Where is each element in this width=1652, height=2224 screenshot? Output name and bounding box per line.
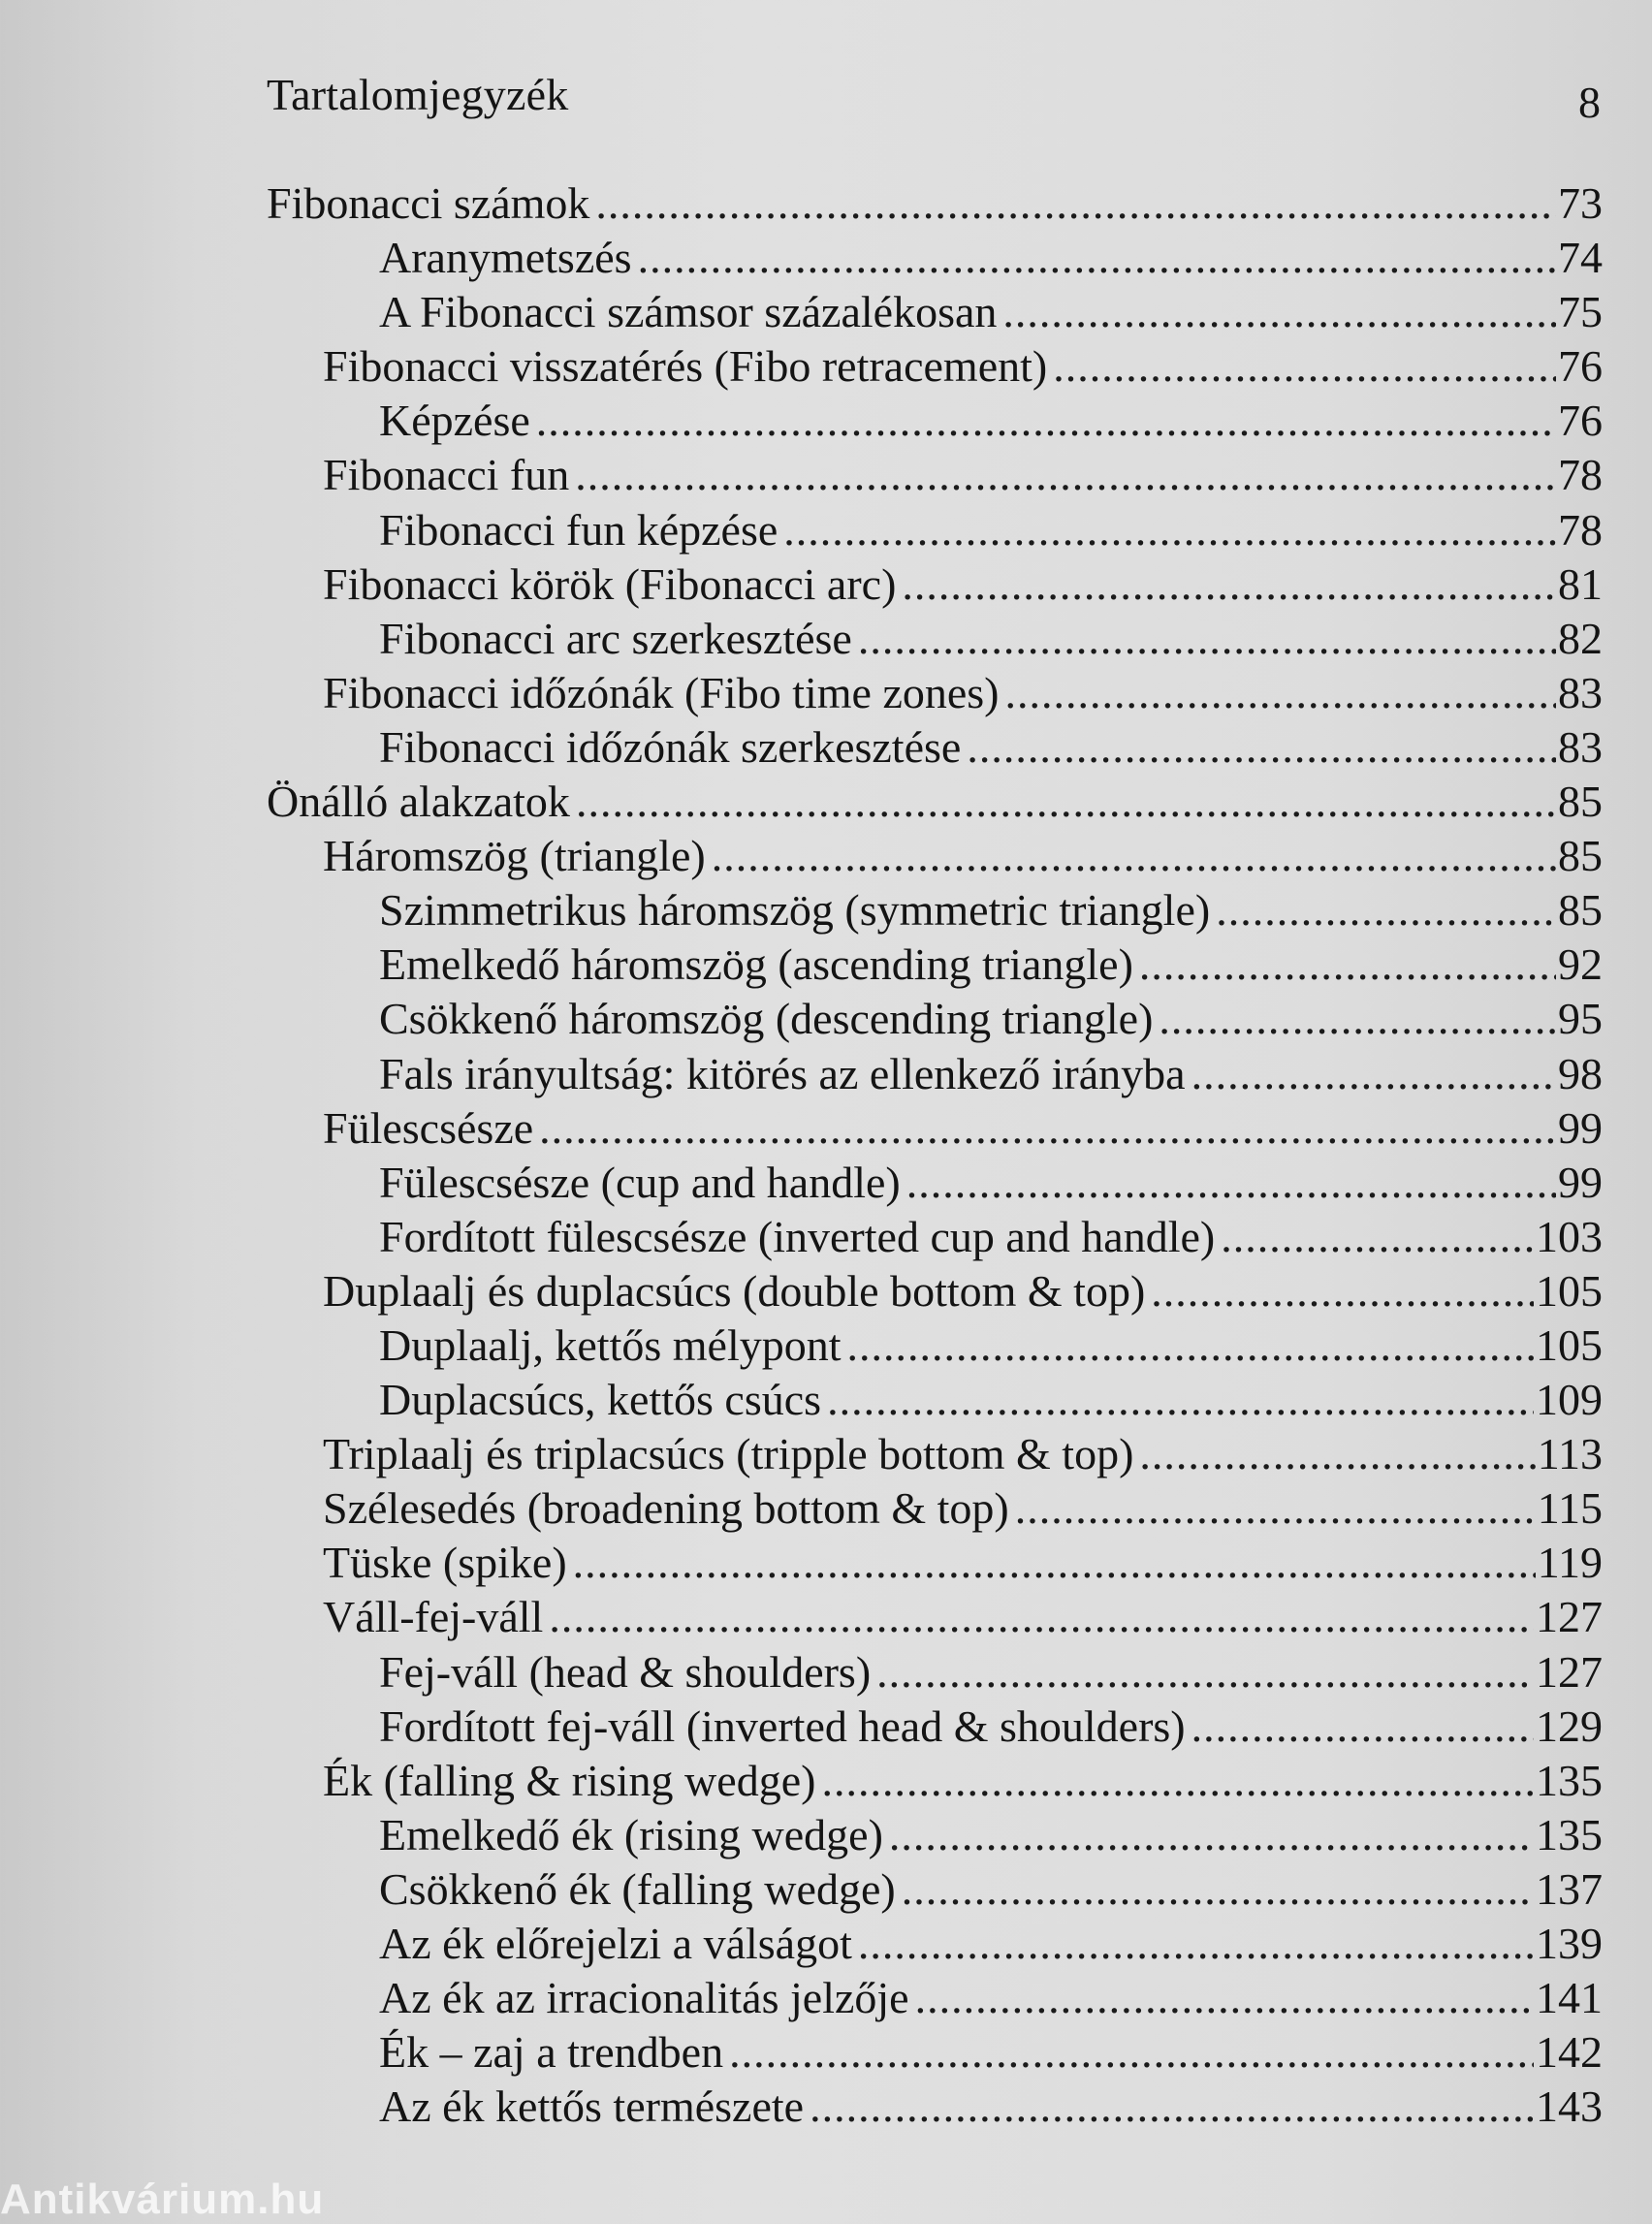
toc-entry [0,1264,1652,1319]
dot-leader [1191,1047,1556,1101]
toc-entry-page: 139 [1536,1919,1603,1968]
table-of-contents [0,176,1652,2134]
toc-entry-page: 78 [1558,450,1603,500]
toc-entry-page: 127 [1536,1646,1603,1697]
dot-leader [1159,992,1556,1046]
toc-entry-title: Duplaalj, kettős mélypont [379,1319,842,1370]
toc-entry-page: 95 [1558,994,1603,1044]
toc-entry-page: 73 [1558,178,1603,228]
toc-entry-title: Szélesedés (broadening bottom & top) [323,1483,1009,1534]
toc-entry-title: Fibonacci arc szerkesztése [379,613,852,663]
toc-entry-title: Fordított fej-váll (inverted head & shoulders) [379,1700,1186,1751]
dot-leader [595,176,1556,231]
toc-entry-title: Csökkenő háromszög (descending triangle) [379,994,1154,1044]
toc-entry [0,1754,1652,1808]
toc-entry [0,1210,1652,1264]
toc-entry-title: Fibonacci körök (Fibonacci arc) [323,558,897,609]
toc-entry [0,1101,1652,1156]
toc-entry-page: 127 [1536,1592,1603,1642]
toc-entry [0,1536,1652,1590]
toc-entry [0,339,1652,394]
toc-entry-title: Az ék előrejelzi a válságot [379,1919,852,1968]
toc-entry-page: 85 [1558,777,1603,827]
dot-leader [783,503,1556,557]
toc-entry [0,448,1652,502]
toc-entry-title: Önálló alakzatok [267,777,570,827]
toc-entry-title: Fülescsésze [323,1102,534,1153]
dot-leader [858,1917,1534,1971]
toc-entry-title: Képzése [379,396,530,446]
toc-entry-page: 85 [1558,831,1603,881]
toc-entry [0,775,1652,829]
dot-leader [967,720,1556,775]
dot-leader [810,2080,1534,2134]
dot-leader [1139,937,1556,992]
toc-entry-title: Az ék az irracionalitás jelzője [379,1973,909,2023]
toc-entry-title: Fibonacci időzónák szerkesztése [379,721,962,772]
dot-leader [1015,1481,1536,1536]
toc-entry [0,937,1652,992]
toc-entry-page: 137 [1536,1863,1603,1914]
toc-entry [0,231,1652,285]
toc-entry-page: 74 [1558,233,1603,283]
toc-entry-title: Tüske (spike) [323,1538,567,1588]
toc-entry-title: Fibonacci fun képzése [379,504,778,555]
dot-leader [539,1101,1556,1156]
dot-leader [1005,666,1556,720]
toc-entry-title: Az ék kettős természete [379,2081,805,2132]
dot-leader [902,1862,1534,1917]
toc-entry [0,503,1652,557]
toc-entry [0,1808,1652,1862]
toc-entry [0,1700,1652,1754]
toc-entry [0,1645,1652,1700]
toc-entry-page: 129 [1536,1700,1603,1751]
toc-entry [0,285,1652,339]
toc-entry-title: Ék (falling & rising wedge) [323,1755,816,1805]
dot-leader [889,1808,1534,1862]
toc-entry [0,1047,1652,1101]
toc-entry [0,1917,1652,1971]
toc-entry [0,1862,1652,1917]
toc-entry-title: Fibonacci fun [323,450,570,500]
toc-entry-page: 109 [1536,1375,1603,1425]
toc-entry-title: Szimmetrikus háromszög (symmetric triangle) [379,885,1211,936]
toc-entry-title: Ék – zaj a trendben [379,2027,724,2078]
toc-entry-title: Fibonacci számok [267,178,590,228]
toc-entry [0,666,1652,720]
toc-entry-page: 119 [1537,1538,1603,1588]
dot-leader [1053,339,1556,394]
dot-leader [712,829,1556,883]
dot-leader [576,775,1556,829]
toc-entry [0,1373,1652,1427]
watermark: Antikvárium.hu [0,2176,325,2223]
toc-entry [0,1156,1652,1210]
dot-leader [1002,285,1556,339]
dot-leader [847,1319,1534,1373]
dot-leader [1216,883,1556,937]
dot-leader [906,1156,1556,1210]
toc-entry [0,2025,1652,2080]
toc-entry-title: Fordított fülescsésze (inverted cup and handle) [379,1211,1216,1261]
toc-entry-title: Aranymetszés [379,233,632,283]
toc-entry-title: Emelkedő háromszög (ascending triangle) [379,939,1133,990]
toc-entry [0,2080,1652,2134]
toc-entry-title: Fals irányultság: kitörés az ellenkező irányba [379,1048,1186,1098]
dot-leader [1151,1264,1534,1319]
dot-leader [902,557,1556,612]
toc-entry [0,829,1652,883]
toc-entry-page: 115 [1537,1483,1603,1534]
dot-leader [1191,1700,1534,1754]
toc-entry-page: 99 [1558,1102,1603,1153]
dot-leader [536,394,1556,448]
toc-entry-page: 99 [1558,1157,1603,1207]
toc-entry-page: 113 [1537,1429,1603,1479]
toc-entry-title: Duplaalj és duplacsúcs (double bottom & top) [323,1265,1146,1316]
toc-entry-title: Duplacsúcs, kettős csúcs [379,1375,822,1425]
toc-entry-title: Emelkedő ék (rising wedge) [379,1809,883,1859]
dot-leader [1221,1210,1534,1264]
toc-entry [0,1590,1652,1644]
toc-entry-page: 143 [1536,2081,1603,2132]
toc-entry-page: 76 [1558,396,1603,446]
toc-entry-page: 141 [1536,1973,1603,2023]
toc-entry-title: Háromszög (triangle) [323,831,706,881]
toc-entry-page: 83 [1558,721,1603,772]
dot-leader [915,1971,1534,2025]
toc-entry [0,720,1652,775]
toc-entry-page: 98 [1558,1048,1603,1098]
dot-leader [827,1373,1534,1427]
toc-entry [0,1971,1652,2025]
toc-entry-page: 135 [1536,1755,1603,1805]
toc-entry [0,1319,1652,1373]
toc-entry [0,1481,1652,1536]
dot-leader [638,231,1556,285]
toc-entry-page: 105 [1536,1319,1603,1370]
toc-entry [0,176,1652,231]
toc-entry-title: Váll-fej-váll [323,1592,544,1642]
toc-entry-title: Fibonacci visszatérés (Fibo retracement) [323,341,1048,392]
toc-entry-page: 85 [1558,885,1603,936]
toc-entry-page: 92 [1558,939,1603,990]
page-number: 8 [1578,78,1601,127]
toc-entry-page: 81 [1558,558,1603,609]
dot-leader [575,448,1556,502]
toc-entry-title: Csökkenő ék (falling wedge) [379,1863,896,1914]
toc-entry-title: Fülescsésze (cup and handle) [379,1157,901,1207]
toc-entry-page: 82 [1558,613,1603,663]
dot-leader [1139,1427,1535,1481]
toc-entry-page: 135 [1536,1809,1603,1859]
dot-leader [821,1754,1534,1808]
toc-entry [0,1427,1652,1481]
dot-leader [729,2025,1534,2080]
toc-entry-title: Fibonacci időzónák (Fibo time zones) [323,667,1000,717]
toc-entry [0,992,1652,1046]
toc-entry-page: 83 [1558,667,1603,717]
toc-entry-page: 105 [1536,1265,1603,1316]
toc-entry-title: Fej-váll (head & shoulders) [379,1646,872,1697]
toc-entry-page: 142 [1536,2027,1603,2078]
toc-entry-page: 103 [1536,1211,1603,1261]
dot-leader [858,612,1556,666]
dot-leader [549,1590,1534,1644]
dot-leader [876,1645,1534,1700]
toc-entry-page: 75 [1558,287,1603,337]
toc-entry [0,557,1652,612]
toc-entry [0,612,1652,666]
toc-entry-page: 78 [1558,504,1603,555]
toc-entry [0,883,1652,937]
toc-entry-page: 76 [1558,341,1603,392]
toc-entry-title: A Fibonacci számsor százalékosan [379,287,998,337]
dot-leader [573,1536,1536,1590]
running-title: Tartalomjegyzék [267,70,569,119]
toc-entry-title: Triplaalj és triplacsúcs (tripple bottom & top) [323,1429,1134,1479]
toc-entry [0,394,1652,448]
